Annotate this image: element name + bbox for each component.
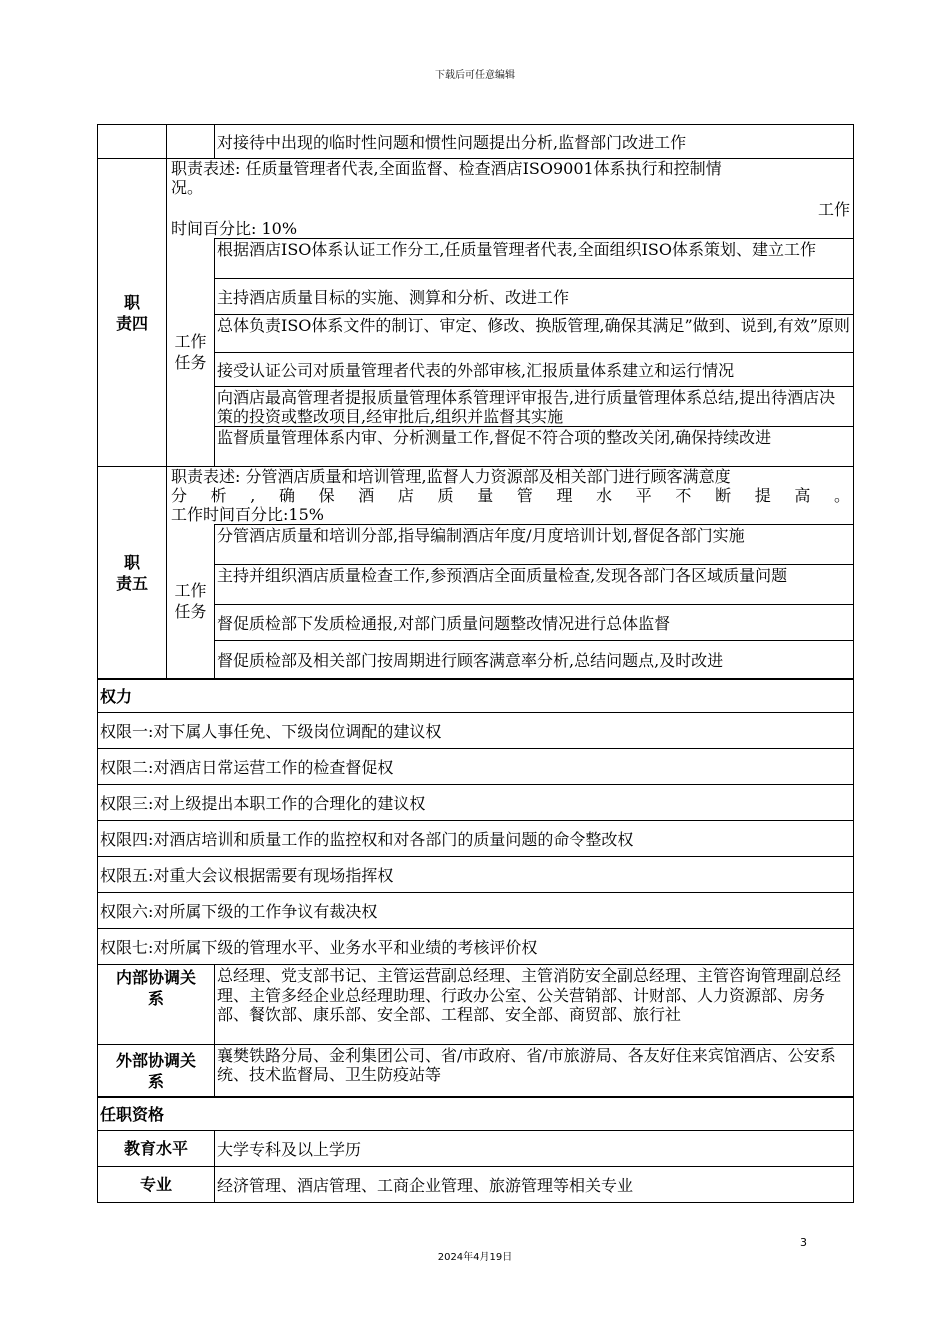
- duty4-task-6: 监督质量管理体系内审、分析测量工作,督促不符合项的整改关闭,确保持续改进: [214, 426, 854, 466]
- duty4-description: 职责表述: 任质量管理者代表,全面监督、检查酒店ISO9001体系执行和控制情 况。 工作 时间百分比: 10%: [166, 158, 854, 238]
- power-item-5: 权限五:对重大会议根据需要有现场指挥权: [97, 856, 854, 892]
- major-value: 经济管理、酒店管理、工商企业管理、旅游管理等相关专业: [214, 1166, 854, 1203]
- internal-text: 总经理、党支部书记、主管运营副总经理、主管消防安全副总经理、主管咨询管理副总经理、主管多经企业总经理助理、行政办公室、公关营销部、计财部、人力资源部、房务部、餐饮部、康乐部、安全部、工程部、安全部、商贸部、旅行社: [214, 964, 854, 1044]
- duty4-task-label: 工作 任务: [166, 238, 214, 466]
- duty5-label: 职 责五: [97, 466, 166, 678]
- qualification-heading: 任职资格: [97, 1096, 854, 1130]
- duty5-task-1: 分管酒店质量和培训分部,指导编制酒店年度/月度培训计划,督促各部门实施: [214, 524, 854, 564]
- duty4-task-3: 总体负责ISO体系文件的制订、审定、修改、换版管理,确保其满足”做到、说到,有效”原则: [214, 314, 854, 352]
- duty5-description: 职责表述: 分管酒店质量和培训管理,监督人力资源部及相关部门进行顾客满意度 分析,确保酒店质量管理水平不断提高。 工作时间百分比:15%: [166, 466, 854, 524]
- duty5-task-4: 督促质检部及相关部门按周期进行顾客满意率分析,总结问题点,及时改进: [214, 640, 854, 678]
- power-item-1: 权限一:对下属人事任免、下级岗位调配的建议权: [97, 712, 854, 748]
- duty4-task-5: 向酒店最高管理者提报质量管理体系管理评审报告,进行质量管理体系总结,提出待酒店决策的投资或整改项目,经审批后,组织并监督其实施: [214, 386, 854, 426]
- page-number: 3: [800, 1236, 807, 1249]
- power-heading: 权力: [97, 678, 854, 712]
- external-label: 外部协调关 系: [97, 1044, 214, 1096]
- power-item-3: 权限三:对上级提出本职工作的合理化的建议权: [97, 784, 854, 820]
- external-text: 襄樊铁路分局、金利集团公司、省/市政府、省/市旅游局、各友好住来宾馆酒店、公安系统、技术监督局、卫生防疫站等: [214, 1044, 854, 1096]
- power-item-4: 权限四:对酒店培训和质量工作的监控权和对各部门的质量问题的命令整改权: [97, 820, 854, 856]
- power-item-7: 权限七:对所属下级的管理水平、业务水平和业绩的考核评价权: [97, 928, 854, 964]
- education-value: 大学专科及以上学历: [214, 1130, 854, 1166]
- top-row-label-cell: [97, 124, 166, 158]
- top-row-sub-cell: [166, 124, 214, 158]
- duty5-task-2: 主持并组织酒店质量检查工作,参预酒店全面质量检查,发现各部门各区域质量问题: [214, 564, 854, 604]
- power-item-2: 权限二:对酒店日常运营工作的检查督促权: [97, 748, 854, 784]
- internal-label: 内部协调关 系: [97, 964, 214, 1044]
- duty5-task-label: 工作 任务: [166, 524, 214, 678]
- duty4-task-1: 根据酒店ISO体系认证工作分工,任质量管理者代表,全面组织ISO体系策划、建立工作: [214, 238, 854, 278]
- duty4-task-2: 主持酒店质量目标的实施、测算和分析、改进工作: [214, 278, 854, 314]
- duty5-task-3: 督促质检部下发质检通报,对部门质量问题整改情况进行总体监督: [214, 604, 854, 640]
- page-date: 2024年4月19日: [437, 1252, 513, 1263]
- power-item-6: 权限六:对所属下级的工作争议有裁决权: [97, 892, 854, 928]
- duty4-task-4: 接受认证公司对质量管理者代表的外部审核,汇报质量体系建立和运行情况: [214, 352, 854, 386]
- page-header: 下载后可任意编辑: [435, 70, 515, 81]
- education-label: 教育水平: [97, 1130, 214, 1166]
- duty4-label: 职 责四: [97, 158, 166, 466]
- top-row-text: 对接待中出现的临时性问题和惯性问题提出分析,监督部门改进工作: [214, 124, 854, 158]
- major-label: 专业: [97, 1166, 214, 1203]
